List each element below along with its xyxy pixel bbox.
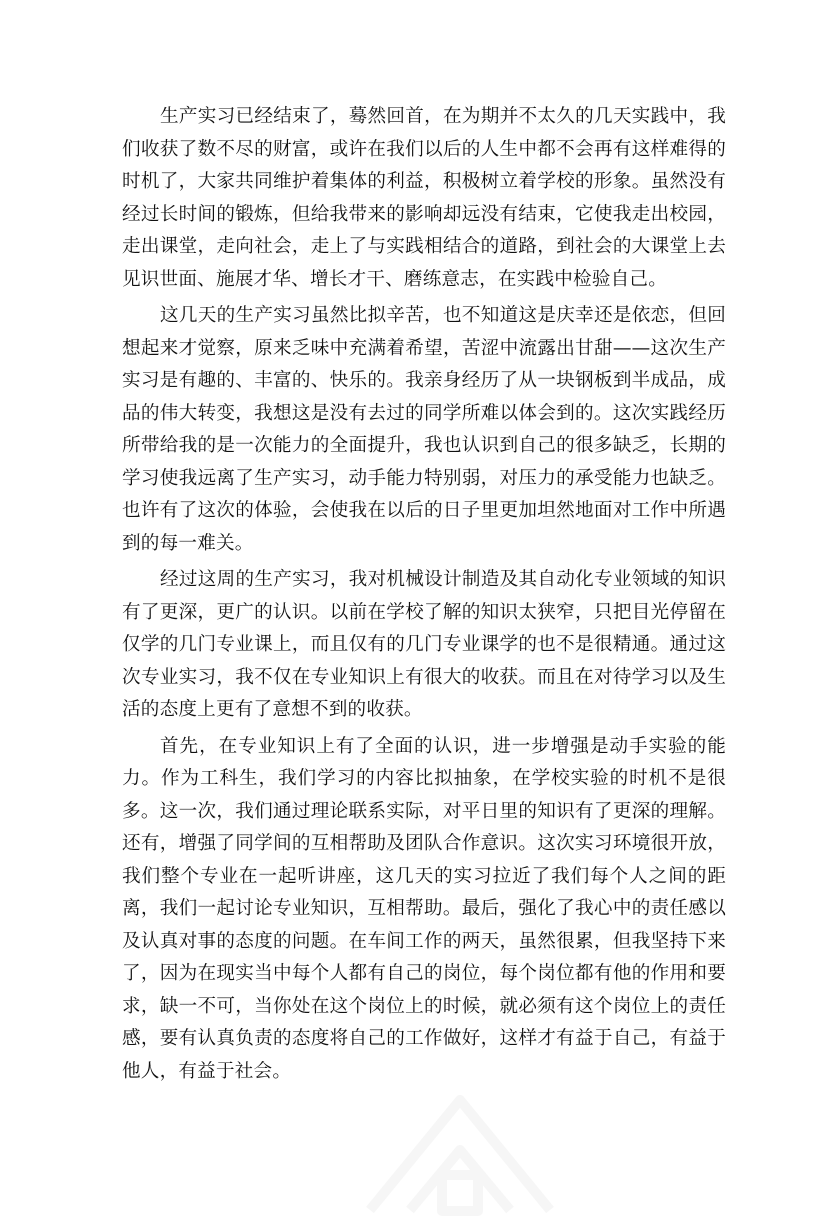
paragraph-1: 生产实习已经结束了，蓦然回首，在为期并不太久的几天实践中，我们收获了数不尽的财富，或许在我们以后的人生中都不会再有这样难得的时机了，大家共同维护着集体的利益，积极树立着学校的形象。虽然没有经过长时间的锻炼，但给我带来的影响却远没有结束，它使我走出校园，走出课堂，走向社会，走上了与实践相结合的道路，到社会的大课堂上去见识世面、施展才华、增长才干、磨练意志，在实践中检验自己。 <box>122 106 726 290</box>
watermark-logo-icon <box>330 1080 590 1220</box>
document-body <box>122 101 726 1092</box>
paragraph-3: 经过这周的生产实习，我对机械设计制造及其自动化专业领域的知识有了更深，更广的认识。以前在学校了解的知识太狭窄，只把目光停留在仅学的几门专业课上，而且仅有的几门专业课学的也不是很精通。通过这次专业实习，我不仅在专业知识上有很大的收获。而且在对待学习以及生活的态度上更有了意想不到的收获。 <box>122 569 726 720</box>
paragraph-4: 首先，在专业知识上有了全面的认识，进一步增强是动手实验的能力。作为工科生，我们学习的内容比拟抽象，在学校实验的时机不是很多。这一次，我们通过理论联系实际，对平日里的知识有了更深的理解。还有，增强了同学间的互相帮助及团队合作意识。这次实习环境很开放，我们整个专业在一起听讲座，这几天的实习拉近了我们每个人之间的距离，我们一起讨论专业知识，互相帮助。最后，强化了我心中的责任感以及认真对事的态度的问题。在车间工作的两天，虽然很累，但我坚持下来了，因为在现实当中每个人都有自己的岗位，每个岗位都有他的作用和要求，缺一不可，当你处在这个岗位上的时候，就必须有这个岗位上的责任感，要有认真负责的态度将自己的工作做好，这样才有益于自己，有益于他人，有益于社会。 <box>122 735 726 1082</box>
paragraph-2: 这几天的生产实习虽然比拟辛苦，也不知道这是庆幸还是依恋，但回想起来才觉察，原来乏味中充满着希望，苦涩中流露出甘甜——这次生产实习是有趣的、丰富的、快乐的。我亲身经历了从一块钢板到半成品，成品的伟大转变，我想这是没有去过的同学所难以体会到的。这次实践经历所带给我的是一次能力的全面提升，我也认识到自己的很多缺乏，长期的学习使我远离了生产实习，动手能力特别弱，对压力的承受能力也缺乏。也许有了这次的体验，会使我在以后的日子里更加坦然地面对工作中所遇到的每一难关。 <box>122 305 726 554</box>
